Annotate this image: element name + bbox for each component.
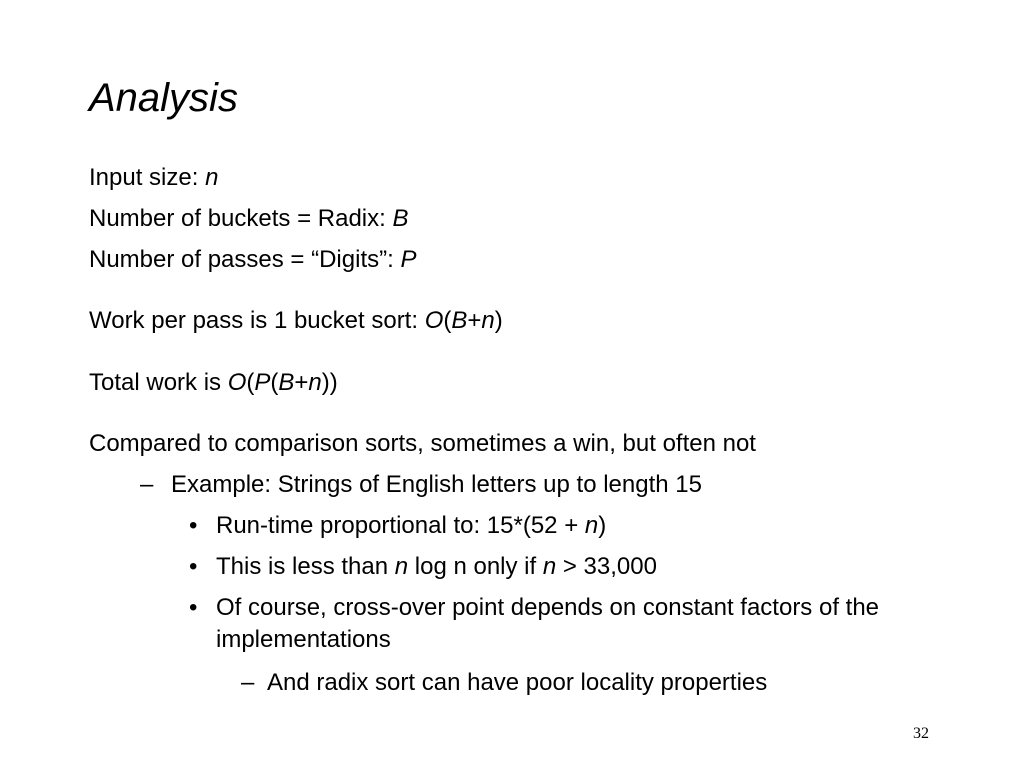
slide-title: Analysis [89,76,238,120]
total-work-plus: + [294,369,309,396]
total-work-o: O [227,369,247,396]
page-number: 32 [913,725,929,742]
less-than-text3: > 33,000 [556,553,657,580]
work-per-pass-plus: + [467,307,482,334]
work-per-pass-b: B [451,307,468,334]
locality-dash: – [241,669,255,696]
less-than-text2: log n only if [408,553,543,580]
total-work-line [89,368,338,398]
total-work-open1: ( [246,369,255,396]
runtime-var: n [584,512,599,539]
less-than-bullet: • [189,553,198,580]
less-than-var2: n [542,553,557,580]
total-work-n: n [308,369,322,396]
work-per-pass-line [89,306,503,336]
compared-line [89,429,756,459]
buckets-line [89,204,408,234]
work-per-pass-o: O [424,307,444,334]
input-size-text: Input size: [89,164,206,191]
total-work-p: P [254,369,271,396]
less-than-line [216,552,657,582]
runtime-text: Run-time proportional to: 15*(52 + [216,512,585,539]
passes-var: P [400,246,417,273]
input-size-line [89,163,218,193]
work-per-pass-close: ) [494,307,503,334]
input-size-var: n [205,164,219,191]
compared-text: Compared to comparison sorts, sometimes a win, but often not [89,430,756,457]
passes-text: Number of passes = “Digits”: [89,246,401,273]
runtime-bullet: • [189,512,198,539]
buckets-var: B [392,205,409,232]
work-per-pass-open: ( [443,307,452,334]
total-work-open2: ( [270,369,279,396]
crossover-bullet: • [189,594,198,621]
total-work-text: Total work is [89,369,228,396]
example-line [171,470,702,500]
locality-text: And radix sort can have poor locality properties [267,669,768,696]
total-work-close: )) [321,369,338,396]
crossover-text: Of course, cross-over point depends on constant factors of the implementations [216,594,880,653]
example-dash: – [140,471,154,498]
crossover-line [216,592,976,656]
passes-line [89,245,416,275]
example-text: Example: Strings of English letters up to length 15 [171,471,702,498]
total-work-b: B [278,369,295,396]
runtime-line [216,511,606,541]
less-than-var1: n [394,553,409,580]
work-per-pass-text: Work per pass is 1 bucket sort: [89,307,425,334]
less-than-text1: This is less than [216,553,395,580]
runtime-close: ) [598,512,607,539]
buckets-text: Number of buckets = Radix: [89,205,393,232]
locality-line [267,668,767,698]
work-per-pass-n: n [481,307,495,334]
